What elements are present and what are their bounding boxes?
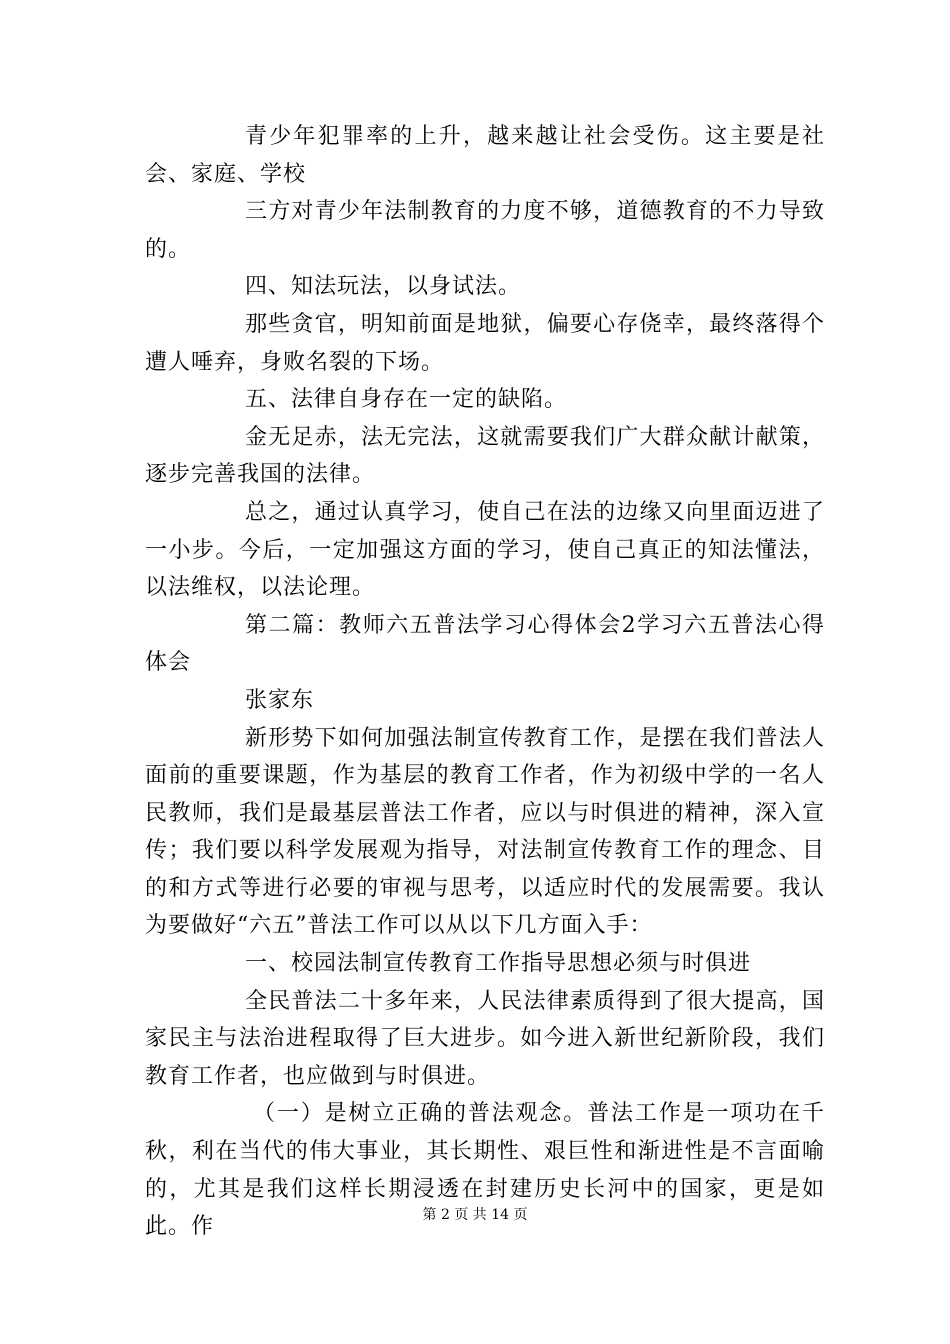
paragraph: （一）是树立正确的普法观念。普法工作是一项功在千秋，利在当代的伟大事业，其长期性、艰巨性和渐进性是不言面喻的，尤其是我们这样长期浸透在封建历史长河中的国家，更是如此。作 [145,1101,825,1240]
paragraph: 三方对青少年法制教育的力度不够，道德教育的不力导致的。 [145,199,825,262]
paragraph: 那些贪官，明知前面是地狱，偏要心存侥幸，最终落得个遭人唾弃，身败名裂的下场。 [145,311,825,375]
paragraph: 新形势下如何加强法制宣传教育工作，是摆在我们普法人面前的重要课题，作为基层的教育工作者，作为初级中学的一名人民教师，我们是最基层普法工作者，应以与时俱进的精神，深入宣传；我们要以科学发展观为指导，对法制宣传教育工作的理念、目的和方式等进行必要的审视与思考，以适应时代的发展需要。我认为要做好“六五”普法工作可以从以下几方面入手： [145,725,825,939]
section-heading: 一、校园法制宣传教育工作指导思想必须与时俱进 [245,951,752,977]
page-footer [0,1204,950,1224]
document-body [145,118,825,1246]
chapter-title: 第二篇：教师六五普法学习心得体会2学习六五普法心得体会 [145,612,825,676]
heading-four: 四、知法玩法，以身试法。 [245,274,522,300]
heading-five: 五、法律自身存在一定的缺陷。 [245,387,568,413]
page-number: 第 2 页 共 14 页 [422,1207,528,1223]
paragraph: 金无足赤，法无完法，这就需要我们广大群众献计献策，逐步完善我国的法律。 [145,424,825,488]
paragraph: 青少年犯罪率的上升，越来越让社会受伤。这主要是社会、家庭、学校 [145,124,825,187]
paragraph-summary: 总之，通过认真学习，使自己在法的边缘又向里面迈进了一小步。今后，一定加强这方面的学习，使自己真正的知法懂法，以法维权，以法论理。 [145,499,825,601]
paragraph: 全民普法二十多年来，人民法律素质得到了很大提高，国家民主与法治进程取得了巨大进步。如今进入新世纪新阶段，我们教育工作者，也应做到与时俱进。 [145,988,825,1089]
author-name: 张家东 [245,687,315,713]
